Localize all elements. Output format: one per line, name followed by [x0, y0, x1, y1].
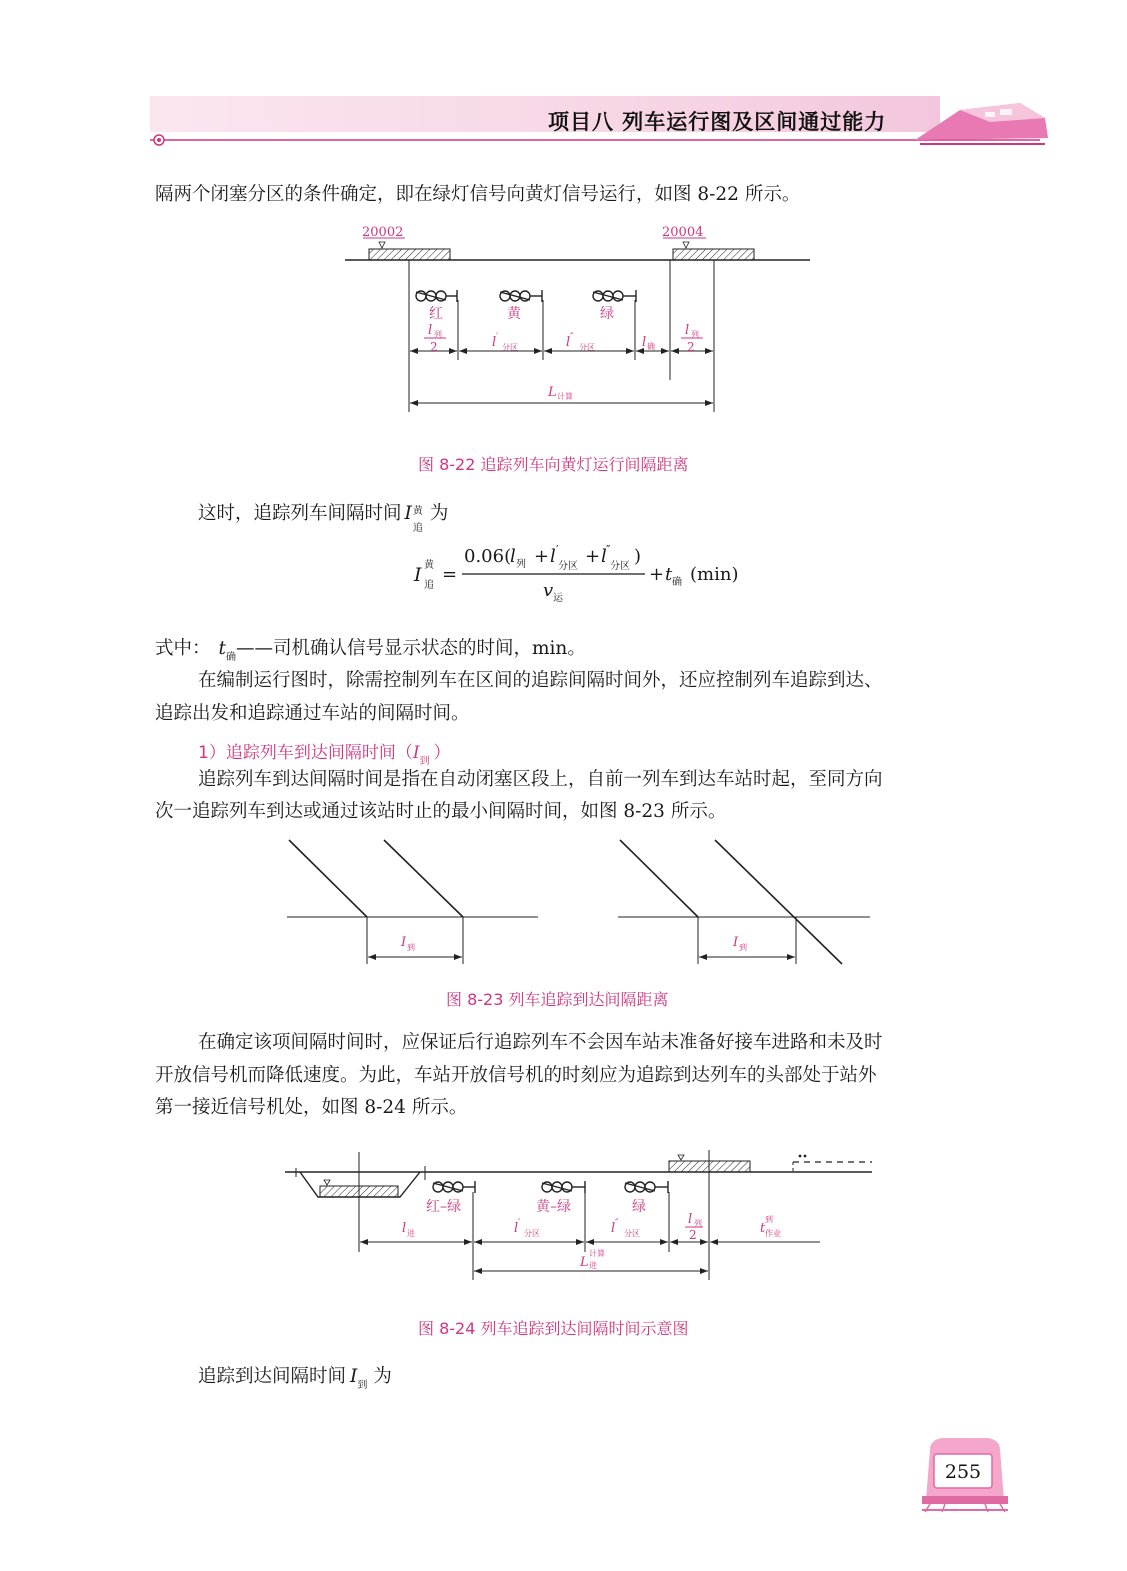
svg-text:″: ″: [606, 543, 611, 557]
label-I: I: [401, 935, 407, 950]
paragraph: 追踪出发和追踪通过车站的间隔时间。: [155, 703, 470, 724]
paragraph: 开放信号机而降低速度。为此，车站开放信号机的时刻应为追踪到达列车的头部处于站外: [155, 1065, 877, 1086]
dim-sub: 确: [647, 342, 655, 351]
svg-text:l: l: [550, 546, 556, 567]
page-number: 255: [944, 1461, 982, 1483]
dim-sub: 作业: [765, 1229, 781, 1238]
svg-text:′: ′: [518, 1218, 521, 1229]
figure-caption: 图 8-23 列车追踪到达间隔距离: [446, 990, 669, 1009]
dim-sub: 进: [589, 1261, 597, 1270]
dim-L: L: [548, 385, 557, 400]
paragraph: 在编制运行图时，除需控制列车在区间的追踪间隔时间外，还应控制列车追踪到达、: [198, 670, 883, 691]
svg-text:分区: 分区: [610, 561, 630, 572]
dim-two: 2: [430, 340, 438, 354]
svg-text:′: ′: [556, 543, 559, 557]
label-sub: 到: [407, 943, 415, 952]
dim-sub: 分区: [524, 1229, 540, 1238]
svg-text:″: ″: [570, 332, 574, 343]
svg-text:+: +: [649, 564, 665, 585]
paragraph: 次一追踪列车到达或通过该站时止的最小间隔时间，如图 8-23 所示。: [155, 801, 727, 822]
chapter-title: 项目八 列车运行图及区间通过能力: [548, 110, 887, 134]
dim-l: l: [566, 335, 571, 350]
svg-text:v: v: [543, 580, 554, 601]
dim-t: t: [760, 1221, 766, 1236]
svg-text:追: 追: [424, 580, 434, 591]
section-heading: 1）追踪列车到达间隔时间（$I_到$ ）: [198, 743, 451, 767]
dim-l: l: [611, 1221, 616, 1236]
signal-label-green: 绿: [600, 306, 614, 322]
svg-text:(min): (min): [690, 564, 739, 585]
dim-sub: 列: [694, 1219, 702, 1228]
svg-text:列: 列: [516, 559, 526, 570]
dim-l: l: [514, 1221, 519, 1236]
paragraph: 第一接近信号机处，如图 8-24 所示。: [155, 1097, 468, 1118]
dim-sub: 分区: [502, 343, 518, 352]
svg-text:): ): [634, 546, 642, 567]
dim-l: l: [688, 1212, 693, 1227]
svg-text:运: 运: [553, 593, 563, 604]
paragraph-definition: 式中： $t_确——$司机确认信号显示状态的时间，min。: [155, 638, 586, 663]
dim-L: L: [580, 1255, 589, 1270]
paragraph: 在确定该项间隔时间时，应保证后行追踪列车不会因车站未准备好接车进路和未及时: [198, 1032, 883, 1053]
dim-sub: 计算: [557, 392, 573, 401]
svg-text:=: =: [442, 564, 458, 585]
signal-label: 红–绿: [426, 1199, 461, 1215]
dim-l: l: [642, 335, 647, 350]
svg-text:t: t: [665, 564, 673, 585]
figure-caption: 图 8-22 追踪列车向黄灯运行间隔距离: [418, 455, 689, 474]
signal-label: 绿: [632, 1199, 646, 1215]
svg-text:黄: 黄: [424, 560, 434, 571]
dim-sup: 到: [765, 1215, 773, 1224]
paragraph: 隔两个闭塞分区的条件确定，即在绿灯信号向黄灯信号运行，如图 8-22 所示。: [155, 184, 801, 205]
dim-l: l: [428, 323, 433, 338]
dim-sup: 计算: [589, 1249, 605, 1258]
svg-text:分区: 分区: [558, 561, 578, 572]
dim-l: l: [402, 1221, 407, 1236]
dim-two: 2: [687, 340, 695, 354]
dim-sub: 列: [691, 330, 699, 339]
label-sub: 到: [739, 943, 747, 952]
label-I: I: [733, 935, 739, 950]
dim-l: l: [685, 323, 690, 338]
paragraph: 追踪列车到达间隔时间是指在自动闭塞区段上，自前一列车到达车站时起，至同方向: [198, 769, 883, 790]
svg-text:l: l: [601, 546, 607, 567]
svg-text:l: l: [510, 546, 516, 567]
signal-label-yellow: 黄: [507, 306, 521, 322]
svg-text:″: ″: [615, 1218, 619, 1229]
figure-caption: 图 8-24 列车追踪到达间隔时间示意图: [418, 1319, 689, 1338]
signal-label-red: 红: [429, 306, 443, 322]
dim-l: l: [492, 335, 497, 350]
dim-sub: 进: [407, 1229, 415, 1238]
svg-text:+: +: [534, 546, 550, 567]
station-label: 20002: [362, 225, 404, 240]
svg-text:′: ′: [496, 332, 499, 343]
svg-text:+: +: [585, 546, 601, 567]
dim-sub: 列: [434, 330, 442, 339]
dim-two: 2: [689, 1228, 697, 1242]
svg-text:0.06(: 0.06(: [464, 546, 512, 567]
station-label: 20004: [662, 225, 704, 240]
paragraph: 追踪到达间隔时间 $I_到$ 为: [198, 1366, 392, 1391]
paragraph: 这时，追踪列车间隔时间 I 黄 追 为: [198, 503, 449, 534]
svg-text:I: I: [414, 564, 422, 586]
svg-text:确: 确: [672, 577, 682, 588]
dim-sub: 分区: [579, 343, 595, 352]
signal-label: 黄–绿: [536, 1199, 571, 1215]
dim-sub: 分区: [624, 1229, 640, 1238]
